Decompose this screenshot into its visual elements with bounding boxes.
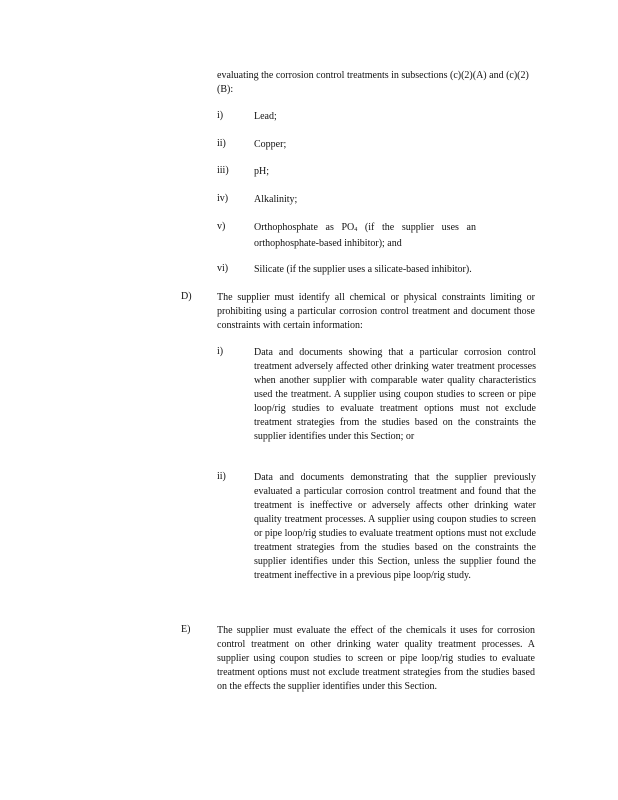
list-item-text	[254, 221, 476, 251]
list-item-text: Copper;	[254, 139, 287, 150]
section-marker: E)	[181, 624, 191, 635]
list-marker: iv)	[217, 193, 229, 204]
list-marker: i)	[217, 346, 224, 357]
list-item-text: Data and documents demonstrating that the supplier previously evaluated a particular corrosion control treatment and found that the treatment is ineffective or adversely affects other drinking water quality treatment processes. A supplier using coupon studies to screen or pipe loop/rig studies to evaluate treatment options must not exclude treatment strategies from the studies based on the constraints the supplier identifies under this Section, unless the supplier found the treatment ineffective in a previous pipe loop/rig study.	[254, 472, 536, 581]
subscript: 4	[354, 227, 358, 233]
list-item-text: pH;	[254, 166, 269, 177]
list-marker: i)	[217, 110, 224, 121]
section-marker: D)	[181, 291, 192, 302]
list-item-text: Alkalinity;	[254, 194, 298, 205]
list-marker: vi)	[217, 263, 229, 274]
list-item-text-part: Orthophosphate as PO	[254, 222, 355, 233]
list-marker: v)	[217, 221, 226, 232]
section-paragraph: The supplier must evaluate the effect of the chemicals it uses for corrosion control treatment on other drinking water quality treatment processes. A supplier using coupon studies to screen or pipe loop/rig studies to evaluate treatment options must not exclude treatment strategies from the studies based on the effects the supplier identifies under this Section.	[217, 625, 535, 692]
list-item-text-part: (if the supplier uses an orthophosphate-based inhibitor); and	[254, 222, 476, 249]
list-marker: iii)	[217, 165, 229, 176]
section-paragraph: The supplier must identify all chemical or physical constraints limiting or prohibiting using a particular corrosion control treatment and document those constraints with certain information:	[217, 292, 535, 331]
list-item-text: Silicate (if the supplier uses a silicate-based inhibitor).	[254, 264, 472, 275]
list-item-text: Lead;	[254, 111, 277, 122]
intro-paragraph: evaluating the corrosion control treatments in subsections (c)(2)(A) and (c)(2)(B):	[217, 70, 529, 95]
list-marker: ii)	[217, 138, 226, 149]
list-marker: ii)	[217, 471, 226, 482]
list-item-text: Data and documents showing that a particular corrosion control treatment adversely affected other drinking water treatment processes when another supplier with comparable water quality characteristics used the treatment. A supplier using coupon studies to screen or pipe loop/rig studies to evaluate treatment options must not exclude treatment strategies from the studies based on the constraints the supplier identifies under this Section; or	[254, 347, 536, 442]
